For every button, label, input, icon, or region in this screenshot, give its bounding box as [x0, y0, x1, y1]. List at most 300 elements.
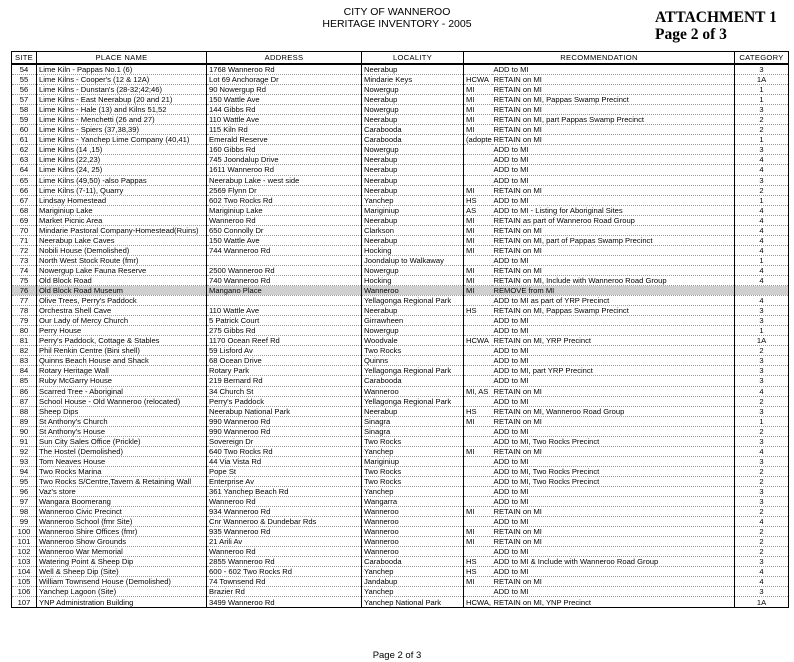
cell-category: 4: [735, 296, 789, 306]
cell-address: 21 Arili Av: [207, 537, 362, 547]
table-row: [12, 416, 789, 426]
cell-recommendation: RETAIN on MI: [492, 386, 735, 396]
cell-listing: [464, 175, 492, 185]
cell-locality: Yanchep: [362, 446, 464, 456]
cell-listing: [464, 326, 492, 336]
cell-address: Pope St: [207, 466, 362, 476]
cell-site: 58: [12, 105, 37, 115]
cell-place-name: Lime Kiln - Pappas No.1 (6): [37, 64, 207, 75]
cell-recommendation: ADD to MI: [492, 255, 735, 265]
cell-recommendation: RETAIN on MI: [492, 125, 735, 135]
cell-listing: [464, 426, 492, 436]
cell-place-name: Mindarie Pastoral Company-Homestead(Ruins): [37, 225, 207, 235]
cell-category: 2: [735, 346, 789, 356]
cell-address: Mariginiup Lake: [207, 205, 362, 215]
cell-recommendation: ADD to MI, Two Rocks Precinct: [492, 466, 735, 476]
cell-recommendation: RETAIN on MI: [492, 105, 735, 115]
cell-recommendation: ADD to MI: [492, 547, 735, 557]
cell-listing: [464, 517, 492, 527]
cell-listing: MI: [464, 537, 492, 547]
table-row: [12, 446, 789, 456]
cell-listing: MI: [464, 125, 492, 135]
cell-site: 100: [12, 527, 37, 537]
table-row: [12, 597, 789, 607]
cell-address: 934 Wanneroo Rd: [207, 507, 362, 517]
table-row: [12, 235, 789, 245]
table-row: [12, 537, 789, 547]
cell-place-name: Old Block Road: [37, 275, 207, 285]
cell-site: 94: [12, 466, 37, 476]
cell-recommendation: ADD to MI: [492, 195, 735, 205]
cell-address: 59 Lisford Av: [207, 346, 362, 356]
cell-category: 3: [735, 175, 789, 185]
cell-recommendation: ADD to MI: [492, 486, 735, 496]
cell-site: 65: [12, 175, 37, 185]
cell-locality: Wanneroo: [362, 286, 464, 296]
cell-locality: Yellagonga Regional Park: [362, 366, 464, 376]
cell-recommendation: RETAIN as part of Wanneroo Road Group: [492, 215, 735, 225]
cell-category: 3: [735, 486, 789, 496]
cell-site: 61: [12, 135, 37, 145]
cell-category: 3: [735, 406, 789, 416]
cell-category: 3: [735, 306, 789, 316]
cell-category: 2: [735, 476, 789, 486]
cell-place-name: Lime Kilns (14 ,15): [37, 145, 207, 155]
cell-address: Wanneroo Rd: [207, 547, 362, 557]
cell-site: 62: [12, 145, 37, 155]
table-row: [12, 436, 789, 446]
table-row: [12, 265, 789, 275]
cell-locality: Wanneroo: [362, 547, 464, 557]
cell-category: 3: [735, 64, 789, 75]
table-row: [12, 245, 789, 255]
cell-site: 57: [12, 95, 37, 105]
table-row: [12, 205, 789, 215]
cell-listing: MI: [464, 185, 492, 195]
cell-site: 85: [12, 376, 37, 386]
cell-locality: Two Rocks: [362, 476, 464, 486]
cell-site: 82: [12, 346, 37, 356]
cell-locality: Neerabup: [362, 165, 464, 175]
cell-address: Wanneroo Rd: [207, 215, 362, 225]
table-row: [12, 316, 789, 326]
cell-recommendation: RETAIN on MI, Pappas Swamp Precinct: [492, 306, 735, 316]
cell-listing: MI: [464, 416, 492, 426]
table-row: [12, 356, 789, 366]
cell-site: 92: [12, 446, 37, 456]
cell-address: 110 Wattle Ave: [207, 306, 362, 316]
cell-listing: HS: [464, 567, 492, 577]
cell-place-name: Scarred Tree - Aboriginal: [37, 386, 207, 396]
attachment-label-block: [655, 9, 777, 43]
table-row: [12, 85, 789, 95]
cell-address: 1611 Wanneroo Rd: [207, 165, 362, 175]
cell-listing: [464, 376, 492, 386]
cell-address: 44 Via Vista Rd: [207, 456, 362, 466]
cell-address: 275 Gibbs Rd: [207, 326, 362, 336]
cell-recommendation: ADD to MI: [492, 145, 735, 155]
cell-address: 2855 Wanneroo Rd: [207, 557, 362, 567]
cell-listing: [464, 436, 492, 446]
cell-site: 54: [12, 64, 37, 75]
cell-listing: MI: [464, 265, 492, 275]
cell-site: 106: [12, 587, 37, 597]
cell-locality: Hocking: [362, 275, 464, 285]
cell-recommendation: ADD to MI: [492, 567, 735, 577]
cell-locality: Neerabup: [362, 175, 464, 185]
table-row: [12, 326, 789, 336]
cell-listing: HS: [464, 406, 492, 416]
cell-recommendation: ADD to MI: [492, 346, 735, 356]
cell-category: 2: [735, 537, 789, 547]
cell-locality: Nowergup: [362, 326, 464, 336]
cell-recommendation: ADD to MI, Two Rocks Precinct: [492, 476, 735, 486]
cell-address: 160 Gibbs Rd: [207, 145, 362, 155]
cell-place-name: Two Rocks S/Centre,Tavern & Retaining Wall: [37, 476, 207, 486]
cell-recommendation: REMOVE from MI: [492, 286, 735, 296]
cell-place-name: Neerabup Lake Caves: [37, 235, 207, 245]
cell-category: 4: [735, 215, 789, 225]
cell-place-name: Lime Kilns - Dunstan's (28-32;42;46): [37, 85, 207, 95]
cell-recommendation: ADD to MI: [492, 326, 735, 336]
cell-site: 71: [12, 235, 37, 245]
cell-place-name: Wanneroo Show Grounds: [37, 537, 207, 547]
cell-locality: Neerabup: [362, 185, 464, 195]
table-row: [12, 95, 789, 105]
cell-locality: Joondalup to Walkaway: [362, 255, 464, 265]
table-row: [12, 115, 789, 125]
cell-site: 59: [12, 115, 37, 125]
cell-category: 4: [735, 577, 789, 587]
cell-address: 990 Wanneroo Rd: [207, 416, 362, 426]
table-row: [12, 406, 789, 416]
cell-locality: Neerabup: [362, 406, 464, 416]
cell-place-name: Well & Sheep Dip (Site): [37, 567, 207, 577]
cell-address: 990 Wanneroo Rd: [207, 426, 362, 436]
cell-address: Enterprise Av: [207, 476, 362, 486]
cell-place-name: Our Lady of Mercy Church: [37, 316, 207, 326]
cell-listing: MI: [464, 105, 492, 115]
cell-address: Cnr Wanneroo & Dundebar Rds: [207, 517, 362, 527]
cell-address: Emerald Reserve: [207, 135, 362, 145]
cell-listing: [464, 255, 492, 265]
cell-locality: Yanchep: [362, 567, 464, 577]
cell-site: 97: [12, 497, 37, 507]
cell-locality: Wangarra: [362, 497, 464, 507]
cell-category: 3: [735, 366, 789, 376]
cell-locality: Sinagra: [362, 416, 464, 426]
cell-place-name: Nobili House (Demolished): [37, 245, 207, 255]
cell-category: 1A: [735, 75, 789, 85]
cell-locality: Carabooda: [362, 135, 464, 145]
page-footer: Page 2 of 3: [372, 650, 422, 661]
cell-site: 98: [12, 507, 37, 517]
cell-locality: Wanneroo: [362, 537, 464, 547]
document-title: CITY OF WANNEROO: [343, 6, 451, 18]
cell-recommendation: ADD to MI: [492, 64, 735, 75]
cell-locality: Sinagra: [362, 426, 464, 436]
cell-locality: Hocking: [362, 245, 464, 255]
cell-category: 3: [735, 456, 789, 466]
cell-address: 745 Joondalup Drive: [207, 155, 362, 165]
cell-site: 87: [12, 396, 37, 406]
cell-locality: Woodvale: [362, 336, 464, 346]
cell-place-name: Wanneroo Shire Offices (fmr): [37, 527, 207, 537]
table-row: [12, 155, 789, 165]
cell-locality: Jandabup: [362, 577, 464, 587]
cell-place-name: Lime Kilns - Cooper's (12 & 12A): [37, 75, 207, 85]
cell-category: 2: [735, 426, 789, 436]
cell-recommendation: ADD to MI: [492, 517, 735, 527]
cell-address: Mangano Place: [207, 286, 362, 296]
table-row: [12, 507, 789, 517]
cell-category: 4: [735, 567, 789, 577]
cell-category: 1: [735, 85, 789, 95]
cell-locality: Two Rocks: [362, 346, 464, 356]
cell-site: 81: [12, 336, 37, 346]
cell-address: 74 Townsend Rd: [207, 577, 362, 587]
cell-category: 2: [735, 547, 789, 557]
cell-recommendation: ADD to MI: [492, 426, 735, 436]
cell-category: 1: [735, 195, 789, 205]
column-header-locality: LOCALITY: [362, 52, 464, 65]
cell-address: 740 Wanneroo Rd: [207, 275, 362, 285]
cell-address: [207, 255, 362, 265]
cell-listing: [464, 476, 492, 486]
cell-place-name: St Anthony's House: [37, 426, 207, 436]
cell-place-name: Wanneroo War Memorial: [37, 547, 207, 557]
cell-recommendation: ADD to MI: [492, 165, 735, 175]
document-subtitle: HERITAGE INVENTORY - 2005: [322, 18, 472, 30]
cell-place-name: Lime Kilns - Yanchep Lime Company (40,41): [37, 135, 207, 145]
cell-address: 110 Wattle Ave: [207, 115, 362, 125]
cell-listing: AS: [464, 205, 492, 215]
cell-category: 3: [735, 436, 789, 446]
cell-locality: Yanchep: [362, 486, 464, 496]
table-row: [12, 195, 789, 205]
cell-listing: HS: [464, 306, 492, 316]
cell-place-name: Lime Kilns - East Neerabup (20 and 21): [37, 95, 207, 105]
cell-site: 104: [12, 567, 37, 577]
cell-locality: Carabooda: [362, 557, 464, 567]
cell-category: 4: [735, 225, 789, 235]
cell-place-name: Old Block Road Museum: [37, 286, 207, 296]
cell-site: 89: [12, 416, 37, 426]
cell-recommendation: ADD to MI: [492, 316, 735, 326]
cell-site: 93: [12, 456, 37, 466]
cell-category: 1: [735, 95, 789, 105]
cell-listing: [464, 316, 492, 326]
cell-site: 96: [12, 486, 37, 496]
cell-listing: MI: [464, 507, 492, 517]
cell-locality: Nowergup: [362, 265, 464, 275]
cell-place-name: Yanchep Lagoon (Site): [37, 587, 207, 597]
cell-place-name: Lime Kilns - Hale (13) and Kilns 51,52: [37, 105, 207, 115]
cell-listing: [464, 486, 492, 496]
cell-category: 4: [735, 155, 789, 165]
table-row: [12, 306, 789, 316]
cell-category: 4: [735, 386, 789, 396]
cell-category: 1A: [735, 336, 789, 346]
cell-address: 3499 Wanneroo Rd: [207, 597, 362, 607]
document-header: [0, 5, 794, 45]
cell-site: 86: [12, 386, 37, 396]
table-row: [12, 135, 789, 145]
cell-address: Sovereign Dr: [207, 436, 362, 446]
table-row: [12, 376, 789, 386]
cell-category: 2: [735, 125, 789, 135]
cell-address: 935 Wanneroo Rd: [207, 527, 362, 537]
cell-site: 60: [12, 125, 37, 135]
cell-place-name: William Townsend House (Demolished): [37, 577, 207, 587]
cell-category: 1: [735, 416, 789, 426]
cell-place-name: Two Rocks Marina: [37, 466, 207, 476]
cell-address: Wanneroo Rd: [207, 497, 362, 507]
page-of-label: Page 2 of 3: [655, 26, 727, 43]
cell-listing: [464, 466, 492, 476]
attachment-label: ATTACHMENT 1: [655, 9, 777, 26]
cell-site: 79: [12, 316, 37, 326]
cell-site: 77: [12, 296, 37, 306]
table-row: [12, 225, 789, 235]
cell-recommendation: ADD to MI: [492, 456, 735, 466]
cell-place-name: Nowergup Lake Fauna Reserve: [37, 265, 207, 275]
cell-site: 101: [12, 537, 37, 547]
cell-locality: Clarkson: [362, 225, 464, 235]
cell-locality: Wanneroo: [362, 507, 464, 517]
cell-listing: MI: [464, 235, 492, 245]
table-row: [12, 587, 789, 597]
cell-address: Brazier Rd: [207, 587, 362, 597]
cell-category: 1: [735, 255, 789, 265]
cell-category: 4: [735, 517, 789, 527]
cell-category: 3: [735, 497, 789, 507]
cell-recommendation: RETAIN on MI, Include with Wanneroo Road Group: [492, 275, 735, 285]
cell-locality: Mariginiup: [362, 205, 464, 215]
cell-site: 90: [12, 426, 37, 436]
cell-site: 88: [12, 406, 37, 416]
cell-listing: [464, 396, 492, 406]
cell-listing: MI: [464, 245, 492, 255]
cell-category: 1: [735, 326, 789, 336]
cell-locality: Mindarie Keys: [362, 75, 464, 85]
cell-site: 66: [12, 185, 37, 195]
cell-address: 115 Kiln Rd: [207, 125, 362, 135]
cell-recommendation: ADD to MI: [492, 175, 735, 185]
cell-site: 72: [12, 245, 37, 255]
table-row: [12, 185, 789, 195]
cell-listing: MI: [464, 275, 492, 285]
cell-place-name: Lime Kilns (24, 25): [37, 165, 207, 175]
cell-address: 650 Connolly Dr: [207, 225, 362, 235]
cell-recommendation: RETAIN on MI: [492, 446, 735, 456]
cell-category: 3: [735, 557, 789, 567]
cell-address: 90 Nowergup Rd: [207, 85, 362, 95]
cell-recommendation: RETAIN on MI, YRP Precinct: [492, 336, 735, 346]
cell-place-name: Vaz's store: [37, 486, 207, 496]
cell-recommendation: ADD to MI: [492, 376, 735, 386]
cell-listing: [464, 165, 492, 175]
cell-recommendation: RETAIN on MI: [492, 185, 735, 195]
cell-recommendation: RETAIN on MI, Pappas Swamp Precinct: [492, 95, 735, 105]
cell-recommendation: RETAIN on MI: [492, 416, 735, 426]
cell-recommendation: RETAIN on MI: [492, 85, 735, 95]
cell-recommendation: RETAIN on MI: [492, 225, 735, 235]
table-row: [12, 105, 789, 115]
cell-locality: Neerabup: [362, 215, 464, 225]
cell-listing: [464, 547, 492, 557]
cell-category: 3: [735, 587, 789, 597]
cell-site: 68: [12, 205, 37, 215]
table-row: [12, 286, 789, 296]
cell-recommendation: RETAIN on MI: [492, 135, 735, 145]
cell-listing: HCWA: [464, 75, 492, 85]
cell-address: 600 - 602 Two Rocks Rd: [207, 567, 362, 577]
cell-address: 5 Patrick Court: [207, 316, 362, 326]
cell-recommendation: ADD to MI: [492, 587, 735, 597]
cell-recommendation: ADD to MI, part YRP Precinct: [492, 366, 735, 376]
cell-listing: MI: [464, 446, 492, 456]
cell-site: 69: [12, 215, 37, 225]
cell-locality: Neerabup: [362, 115, 464, 125]
cell-locality: Two Rocks: [362, 436, 464, 446]
cell-site: 78: [12, 306, 37, 316]
cell-address: 150 Wattle Ave: [207, 235, 362, 245]
cell-place-name: Lime Kilns (22,23): [37, 155, 207, 165]
cell-address: Perry's Paddock: [207, 396, 362, 406]
table-row: [12, 567, 789, 577]
table-row: [12, 547, 789, 557]
cell-site: 67: [12, 195, 37, 205]
cell-category: 1: [735, 135, 789, 145]
cell-address: 144 Gibbs Rd: [207, 105, 362, 115]
cell-address: [207, 296, 362, 306]
cell-site: 107: [12, 597, 37, 607]
column-header-recommendation: RECOMMENDATION: [464, 52, 735, 65]
cell-recommendation: ADD to MI - Listing for Aboriginal Sites: [492, 205, 735, 215]
cell-address: Neerabup Lake - west side: [207, 175, 362, 185]
cell-site: 99: [12, 517, 37, 527]
table-row: [12, 476, 789, 486]
cell-listing: HS: [464, 557, 492, 567]
cell-place-name: Quinns Beach House and Shack: [37, 356, 207, 366]
cell-place-name: Lime Kilns - Spiers (37,38,39): [37, 125, 207, 135]
table-row: [12, 346, 789, 356]
table-row: [12, 527, 789, 537]
cell-address: 2500 Wanneroo Rd: [207, 265, 362, 275]
cell-locality: Yellagonga Regional Park: [362, 396, 464, 406]
cell-place-name: Ruby McGarry House: [37, 376, 207, 386]
cell-address: Neerabup National Park: [207, 406, 362, 416]
table-row: [12, 255, 789, 265]
cell-category: 3: [735, 356, 789, 366]
cell-listing: MI, AS: [464, 386, 492, 396]
cell-listing: MI: [464, 215, 492, 225]
cell-listing: [464, 456, 492, 466]
cell-place-name: Phil Renkin Centre (Bini shell): [37, 346, 207, 356]
cell-site: 102: [12, 547, 37, 557]
cell-place-name: Wanneroo School (fmr Site): [37, 517, 207, 527]
cell-category: 2: [735, 507, 789, 517]
cell-category: 2: [735, 185, 789, 195]
cell-place-name: Sun City Sales Office (Prickle): [37, 436, 207, 446]
cell-category: 3: [735, 145, 789, 155]
cell-category: 4: [735, 245, 789, 255]
cell-place-name: Orchestra Shell Cave: [37, 306, 207, 316]
cell-recommendation: ADD to MI: [492, 497, 735, 507]
cell-category: 2: [735, 527, 789, 537]
cell-category: 4: [735, 165, 789, 175]
